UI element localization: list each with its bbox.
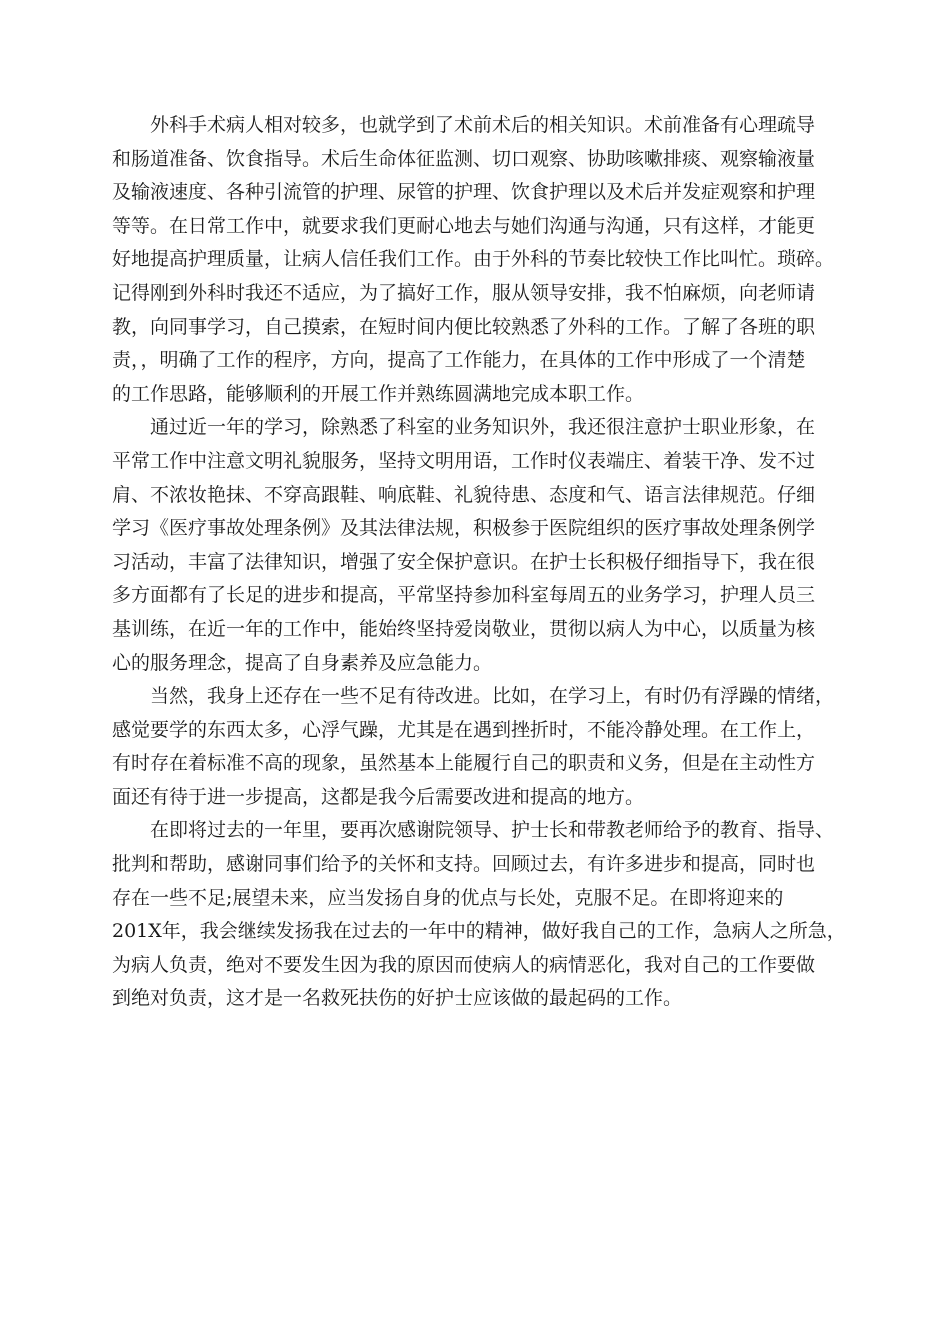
text-line: 批判和帮助，感谢同事们给予的关怀和支持。回顾过去，有许多进步和提高，同时也 <box>112 853 816 876</box>
paragraph-2 <box>112 411 852 680</box>
text-line: 肩、不浓妆艳抹、不穿高跟鞋、响底鞋、礼貌待患、态度和气、语言法律规范。仔细 <box>112 483 816 506</box>
text-line: 感觉要学的东西太多，心浮气躁，尤其是在遇到挫折时，不能冷静处理。在工作上， <box>112 718 816 741</box>
text-line: 基训练，在近一年的工作中，能始终坚持爱岗敬业，贯彻以病人为中心，以质量为核 <box>112 617 816 640</box>
text-line: 到绝对负责，这才是一名救死扶伤的好护士应该做的最起码的工作。 <box>112 987 683 1010</box>
document-body <box>112 109 852 1016</box>
text-line: 为病人负责，绝对不要发生因为我的原因而使病人的病情恶化，我对自己的工作要做 <box>112 953 816 976</box>
text-line: 记得刚到外科时我还不适应，为了搞好工作，服从领导安排，我不怕麻烦，向老师请 <box>112 281 816 304</box>
text-line: 在即将过去的一年里，要再次感谢院领导、护士长和带教老师给予的教育、指导、 <box>150 819 835 842</box>
text-line: 有时存在着标准不高的现象，虽然基本上能履行自己的职责和义务，但是在主动性方 <box>112 752 816 775</box>
text-line: 的工作思路，能够顺利的开展工作并熟练圆满地完成本职工作。 <box>112 382 645 405</box>
paragraph-4 <box>112 814 852 1016</box>
paragraph-1 <box>112 109 852 411</box>
text-line: 平常工作中注意文明礼貌服务，坚持文明用语，工作时仪表端庄、着装干净、发不过 <box>112 449 816 472</box>
text-line: 面还有待于进一步提高，这都是我今后需要改进和提高的地方。 <box>112 785 645 808</box>
paragraph-3 <box>112 680 852 814</box>
text-line: 201X年，我会继续发扬我在过去的一年中的精神，做好我自己的工作，急病人之所急， <box>112 920 846 943</box>
text-line: 习活动，丰富了法律知识，增强了安全保护意识。在护士长积极仔细指导下，我在很 <box>112 550 816 573</box>
text-line: 等等。在日常工作中，就要求我们更耐心地去与她们沟通与沟通，只有这样，才能更 <box>112 214 816 237</box>
text-line: 心的服务理念，提高了自身素养及应急能力。 <box>112 651 493 674</box>
text-line: 通过近一年的学习，除熟悉了科室的业务知识外，我还很注意护士职业形象，在 <box>150 416 816 439</box>
text-line: 教，向同事学习，自己摸索，在短时间内便比较熟悉了外科的工作。了解了各班的职 <box>112 315 816 338</box>
text-line: 当然，我身上还存在一些不足有待改进。比如，在学习上，有时仍有浮躁的情绪， <box>150 685 835 708</box>
text-line: 好地提高护理质量，让病人信任我们工作。由于外科的节奏比较快工作比叫忙。琐碎。 <box>112 248 835 271</box>
text-line: 和肠道准备、饮食指导。术后生命体征监测、切口观察、协助咳嗽排痰、观察输液量 <box>112 147 816 170</box>
text-line: 学习《医疗事故处理条例》及其法律法规，积极参于医院组织的医疗事故处理条例学 <box>112 517 816 540</box>
text-line: 多方面都有了长足的进步和提高，平常坚持参加科室每周五的业务学习，护理人员三 <box>112 584 816 607</box>
text-line: 责，，明确了工作的程序，方向，提高了工作能力，在具体的工作中形成了一个清楚 <box>112 349 806 372</box>
text-line: 外科手术病人相对较多，也就学到了术前术后的相关知识。术前准备有心理疏导 <box>150 114 816 136</box>
text-line: 存在一些不足;展望未来，应当发扬自身的优点与长处，克服不足。在即将迎来的 <box>112 886 784 909</box>
text-line: 及输液速度、各种引流管的护理、尿管的护理、饮食护理以及术后并发症观察和护理 <box>112 181 816 204</box>
